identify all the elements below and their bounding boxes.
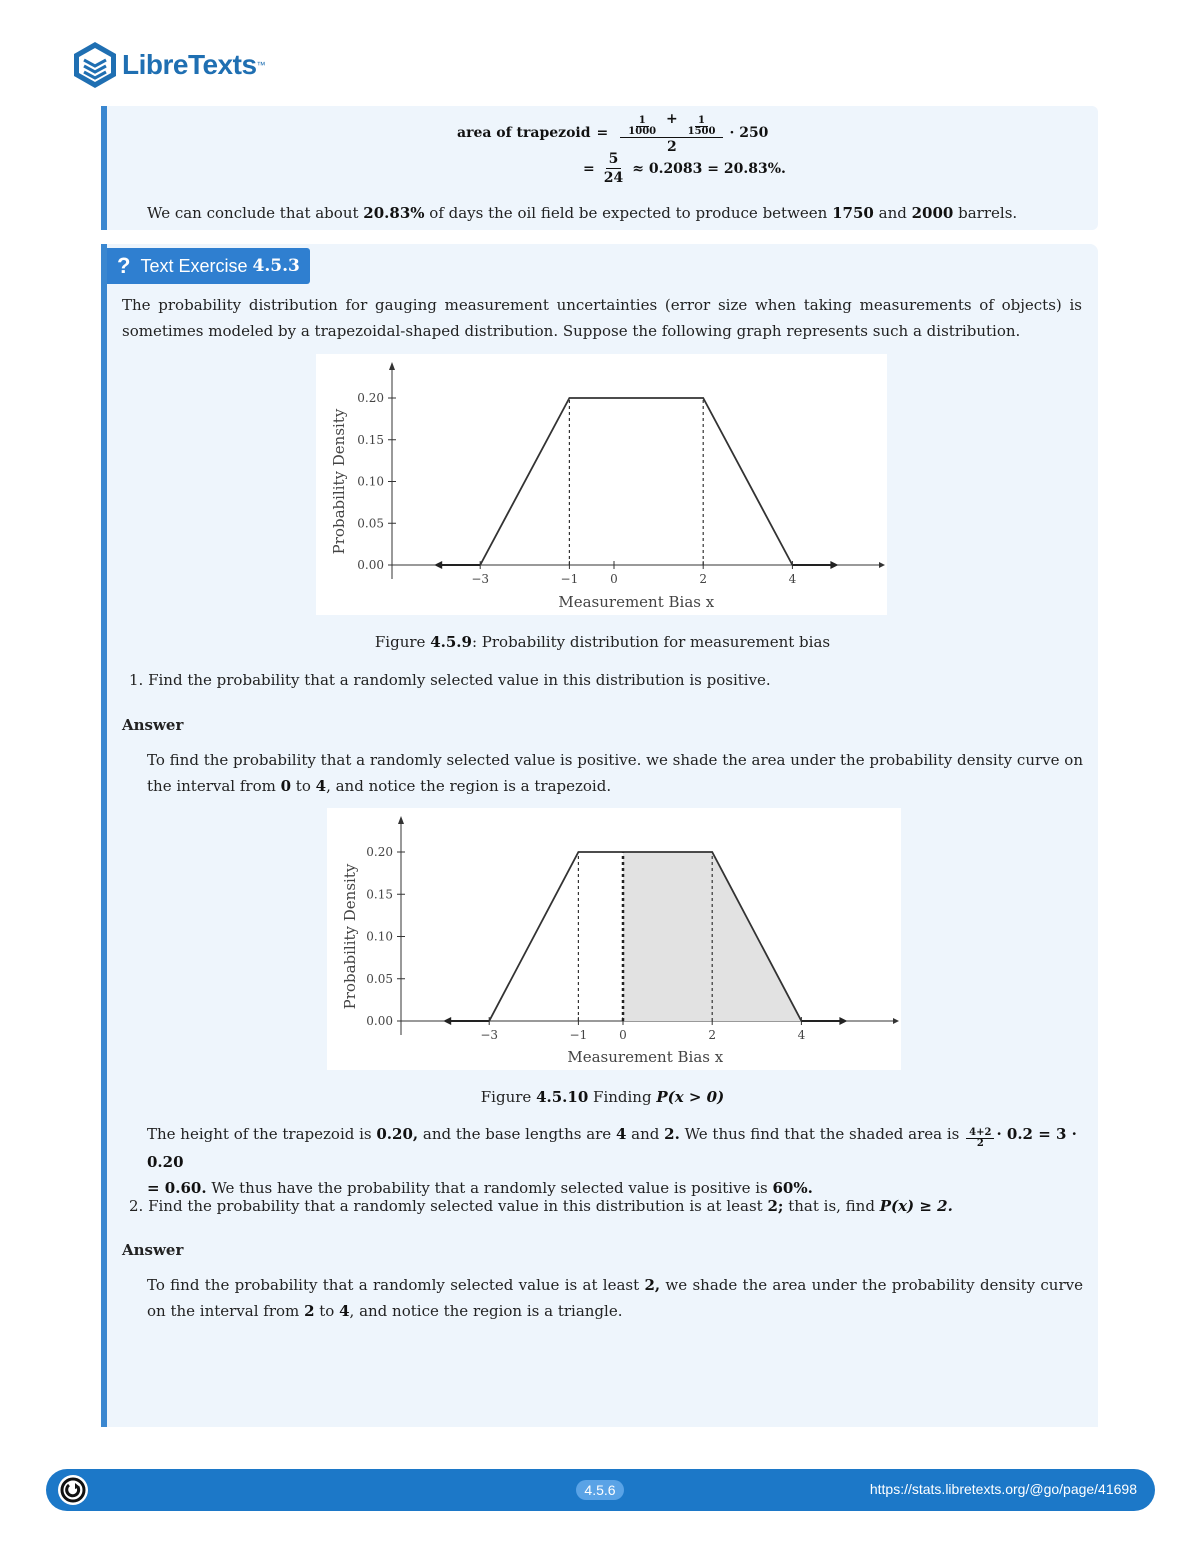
figure-2-caption: Figure 4.5.10 Finding P(x > 0) (480, 1088, 725, 1106)
y-axis-arrow (398, 816, 404, 824)
right-ray-arrow (830, 561, 838, 569)
x-tick-label: −1 (560, 572, 579, 586)
x-tick-label: 0 (619, 1028, 627, 1042)
frac2-num: 5 (606, 150, 622, 169)
question-mark-icon: ? (117, 253, 131, 278)
q1-text: Find the probability that a randomly selected value in this distribution is positive. (148, 671, 771, 689)
x-axis-arrow (879, 562, 885, 568)
x-axis-label: Measurement Bias x (567, 1048, 724, 1066)
y-axis-label: Probability Density (341, 863, 359, 1010)
conclusion-text: We can conclude that about 20.83% of days the oil field be expected to produce between 1750 and 2000 barrels. (147, 204, 1018, 222)
plus-sign: + (666, 111, 678, 127)
chart-1-svg (316, 354, 887, 615)
libretexts-logo[interactable] (72, 40, 266, 90)
x-tick-label: 2 (699, 572, 708, 586)
eq-result: ≈ 0.2083 = 20.83%. (632, 160, 786, 177)
exercise-box (101, 244, 1098, 1427)
chart-2-svg (327, 808, 901, 1070)
y-tick-label: 0.20 (366, 845, 393, 859)
y-tick-label: 0.10 (357, 474, 384, 489)
x-tick-label: 4 (788, 572, 797, 586)
y-axis-arrow (389, 362, 395, 370)
y-tick-label: 0.00 (357, 558, 384, 572)
frac-b-num: 1 (695, 116, 708, 127)
y-tick-label: 0.15 (357, 432, 384, 447)
frac-a-den: 1000 (628, 126, 657, 137)
libretexts-logo-icon (72, 40, 118, 90)
y-tick-label: 0.15 (366, 887, 393, 902)
equation-line-2: = $\frac{5}{24}$ ≈ 0.2083 = 20.83%. (583, 151, 786, 186)
brand-name: LibreTexts (122, 49, 257, 80)
trademark: ™ (256, 60, 266, 70)
left-ray-arrow (434, 561, 442, 569)
exercise-intro: The probability distribution for gauging measurement uncertainties (error size when taking measurements of objects) is sometimes modeled by a trapezoidal-shaped distribution. Suppose the following graph represents such a distribution. (122, 296, 1082, 340)
frac-a-num: 1 (636, 116, 649, 127)
y-tick-label: 0.10 (366, 929, 393, 944)
eq-label: area of trapezoid (457, 125, 591, 141)
question-2: 2. Find the probability that a randomly selected value in this distribution is at least 2; that is, find P(x) ≥ 2. (129, 1197, 953, 1215)
right-ray-arrow (839, 1017, 847, 1025)
exercise-tab-number: 4.5.3 (252, 256, 300, 276)
exercise-tab[interactable] (107, 248, 310, 284)
density-curve (480, 398, 792, 565)
equation-line-1: area of trapezoid = $\frac{1}{1000}$ + $\frac{1}{1500}$ 2 · 250 (457, 111, 769, 155)
answer-2-text: To find the probability that a randomly selected value is at least 2, we shade the area under the probability density curve on the interval from 2 to 4, and notice the region is a triangle. (147, 1276, 1083, 1320)
y-axis-label: Probability Density (330, 408, 348, 555)
q1-number: 1. (129, 671, 144, 689)
q2-number: 2. (129, 1197, 144, 1215)
answer-1-text: To find the probability that a randomly selected value is positive. we shade the area under the probability density curve on the interval from 0 to 4, and notice the region is a trapezoid. (147, 751, 1083, 795)
example-solution-box (101, 106, 1098, 230)
frac-b-den: 1500 (687, 126, 716, 137)
x-tick-label: −1 (569, 1028, 588, 1042)
y-tick-label: 0.00 (366, 1014, 393, 1028)
figure-1 (316, 354, 887, 615)
x-axis-label: Measurement Bias x (558, 593, 715, 611)
y-tick-label: 0.05 (366, 971, 393, 986)
multiplier: · 250 (729, 125, 769, 141)
answer-label-2[interactable]: Answer (122, 1241, 184, 1259)
question-1 (129, 667, 1069, 693)
page-number: 4.5.6 (576, 1480, 624, 1500)
x-tick-label: 2 (708, 1028, 717, 1042)
x-tick-label: −3 (471, 572, 490, 586)
figure-2 (327, 808, 901, 1070)
page-url[interactable]: https://stats.libretexts.org/@go/page/41698 (869, 1481, 1137, 1497)
answer-1-continued: The height of the trapezoid is 0.20, and the base lengths are 4 and 2. We thus find that the shaded area is $\frac{4+2}{2}$ · 0.2 = 3 · 0.20 = 0.60. We thus have the probability that a randomly selected value is positive is 60%. (147, 1125, 1077, 1197)
figure-1-caption: Figure 4.5.9: Probability distribution for measurement bias (374, 633, 831, 651)
answer-label-1[interactable]: Answer (122, 716, 184, 734)
x-tick-label: 0 (610, 572, 618, 586)
x-axis-arrow (893, 1018, 899, 1024)
exercise-tab-label: Text Exercise (140, 255, 248, 276)
left-ray-arrow (443, 1017, 451, 1025)
y-tick-label: 0.05 (357, 516, 384, 531)
frac2-den: 24 (603, 170, 624, 186)
page-footer (46, 1469, 1155, 1511)
frac-sum-den: 2 (666, 139, 677, 155)
y-tick-label: 0.20 (357, 391, 384, 405)
creative-commons-icon[interactable] (58, 1475, 88, 1505)
x-tick-label: −3 (480, 1028, 499, 1042)
x-tick-label: 4 (797, 1028, 806, 1042)
